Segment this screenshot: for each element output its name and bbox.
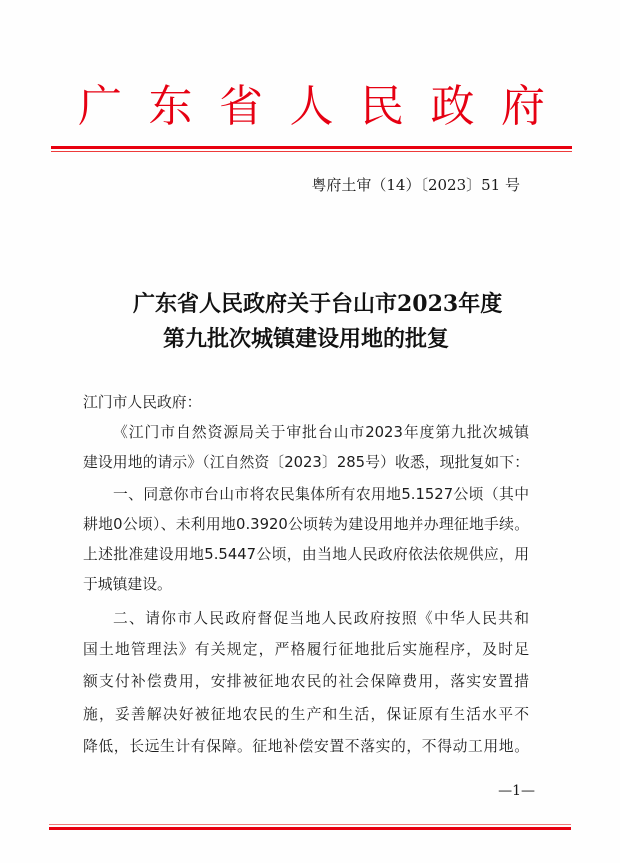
paragraph-line: 建设用地的请示》（江自然资〔2023〕285号）收悉，现批复如下： [83,454,529,471]
paragraph-line: 一、同意你市台山市将农民集体所有农用地5.1527公顷（其中 [113,486,529,503]
paragraph-line: 耕地0公顷）、未利用地0.3920公顷转为建设用地并办理征地手续。 [83,516,529,533]
paragraph-line: 上述批准建设用地5.5447公顷，由当地人民政府依法依规供应，用 [83,546,529,563]
paragraph-line: 二、请你市人民政府督促当地人民政府按照《中华人民共和 [113,610,529,627]
document-title-line: 第九批次城镇建设用地的批复 [163,326,450,352]
document-number: 粤府土审（14）〔2023〕51 号 [311,176,520,194]
masthead-agency-name: 广东省人民政府 [78,81,545,132]
footer-red-rule-thick [49,827,571,830]
paragraph-line: 国土地管理法》有关规定，严格履行征地批后实施程序，及时足 [83,641,529,658]
salutation: 江门市人民政府： [83,394,202,411]
paragraph-line: 降低，长远生计有保障。征地补偿安置不落实的，不得动工用地。 [83,738,529,755]
masthead-red-rule-thick [51,146,572,149]
paragraph-line: 额支付补偿费用，安排被征地农民的社会保障费用，落实安置措 [83,673,529,690]
paragraph-line: 《江门市自然资源局关于审批台山市2023年度第九批次城镇 [113,424,529,441]
paragraph-line: 于城镇建设。 [83,576,172,593]
document-title-line: 广东省人民政府关于台山市2023年度 [133,291,503,317]
paragraph-line: 施，妥善解决好被征地农民的生产和生活，保证原有生活水平不 [83,706,529,723]
masthead-red-rule-thin [51,151,572,152]
footer-red-rule-thin [49,824,571,825]
page-number: —1— [498,783,535,799]
